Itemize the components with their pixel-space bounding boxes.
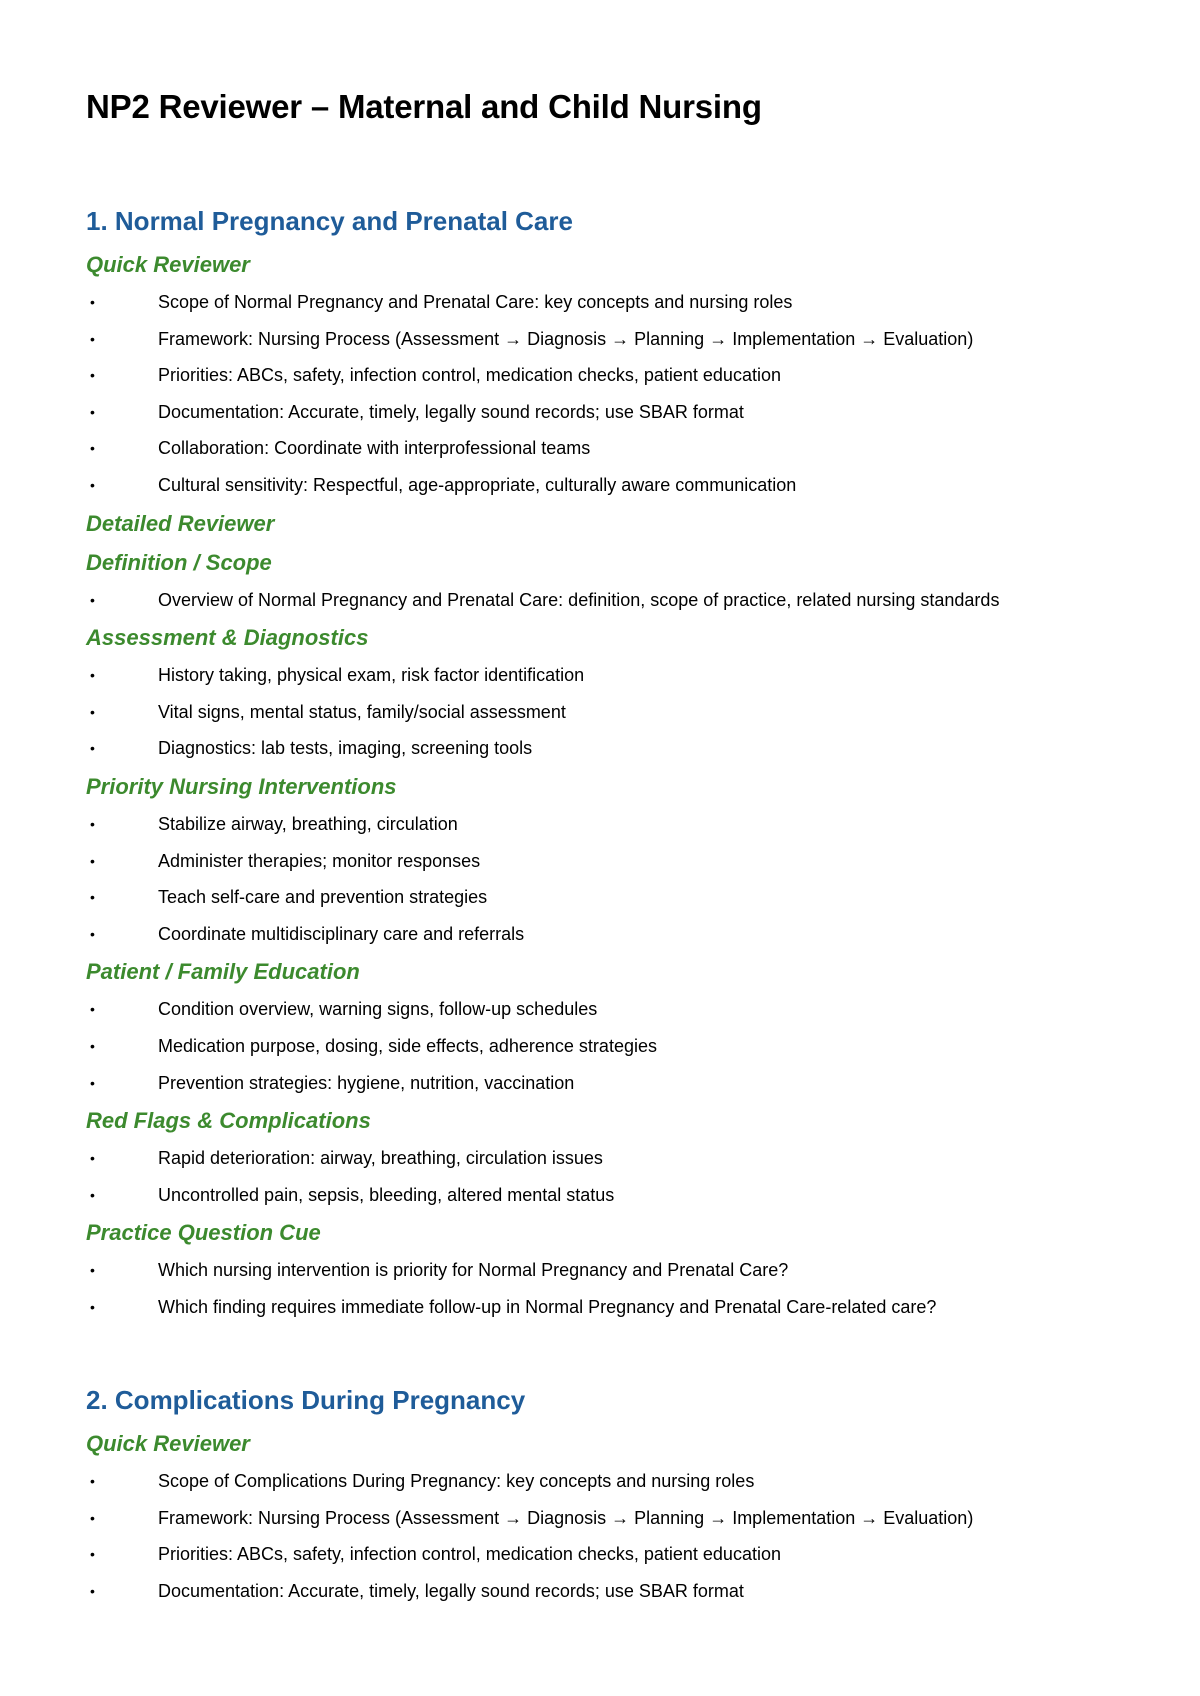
bullet-icon: • — [90, 591, 95, 608]
bullet-icon: • — [90, 1473, 95, 1489]
priority-interventions-list — [86, 806, 1166, 952]
bullet-icon: • — [90, 330, 95, 347]
quick-reviewer-heading: Quick Reviewer — [86, 252, 250, 277]
list-item: • Documentation: Accurate, timely, legally sound records; use SBAR format — [86, 394, 1166, 431]
practice-question-list — [86, 1252, 1166, 1325]
section-normal-pregnancy — [86, 199, 1166, 1325]
list-item: • Vital signs, mental status, family/social assessment — [86, 694, 1166, 731]
list-item: • Coordinate multidisciplinary care and referrals — [86, 916, 1166, 953]
list-item: • Which finding requires immediate follow-up in Normal Pregnancy and Prenatal Care-related care? — [86, 1289, 1166, 1326]
bullet-icon: • — [90, 1546, 95, 1563]
bullet-icon: • — [90, 852, 95, 869]
bullet-icon: • — [90, 667, 95, 684]
section-complications-pregnancy — [86, 1378, 1166, 1609]
document-title: NP2 Reviewer – Maternal and Child Nursing — [86, 88, 762, 125]
section-heading: 2. Complications During Pregnancy — [86, 1385, 526, 1415]
bullet-icon: • — [90, 1037, 95, 1054]
list-item: • Stabilize airway, breathing, circulation — [86, 806, 1166, 843]
bullet-icon: • — [90, 815, 95, 832]
list-item: • History taking, physical exam, risk factor identification — [86, 657, 1166, 694]
assessment-diagnostics-heading: Assessment & Diagnostics — [86, 625, 369, 651]
list-item: • Framework: Nursing Process (Assessment → Diagnosis → Planning → Implementation → Evaluation) — [86, 1500, 1166, 1537]
list-item: • Scope of Complications During Pregnancy: key concepts and nursing roles — [86, 1463, 1166, 1500]
bullet-icon: • — [90, 1001, 95, 1018]
bullet-icon: • — [90, 367, 95, 384]
red-flags-list — [86, 1140, 1166, 1213]
bullet-icon: • — [90, 1298, 95, 1315]
list-item: • Administer therapies; monitor responses — [86, 843, 1166, 880]
bullet-icon: • — [90, 740, 95, 757]
bullet-icon: • — [90, 1074, 95, 1091]
bullet-icon: • — [90, 1582, 95, 1599]
priority-interventions-heading: Priority Nursing Interventions — [86, 773, 397, 799]
list-item: • Medication purpose, dosing, side effects, adherence strategies — [86, 1028, 1166, 1065]
bullet-icon: • — [90, 925, 95, 942]
list-item: • Overview of Normal Pregnancy and Prenatal Care: definition, scope of practice, related nursing standards — [86, 582, 1166, 619]
quick-reviewer-list — [86, 1463, 1166, 1609]
bullet-icon: • — [90, 1509, 95, 1526]
list-item: • Cultural sensitivity: Respectful, age-appropriate, culturally aware communication — [86, 467, 1166, 504]
definition-scope-list — [86, 582, 1166, 619]
detailed-reviewer-heading: Detailed Reviewer — [86, 510, 275, 536]
patient-family-education-heading: Patient / Family Education — [86, 959, 360, 985]
red-flags-heading: Red Flags & Complications — [86, 1108, 371, 1134]
bullet-icon: • — [90, 403, 95, 420]
bullet-icon: • — [90, 1186, 95, 1203]
list-item: • Framework: Nursing Process (Assessment → Diagnosis → Planning → Implementation → Evaluation) — [86, 321, 1166, 358]
list-item: • Collaboration: Coordinate with interprofessional teams — [86, 430, 1166, 467]
list-item: • Scope of Normal Pregnancy and Prenatal Care: key concepts and nursing roles — [86, 284, 1166, 321]
definition-scope-heading: Definition / Scope — [86, 549, 272, 575]
practice-question-heading: Practice Question Cue — [86, 1220, 321, 1246]
bullet-icon: • — [90, 889, 95, 906]
bullet-icon: • — [90, 294, 95, 310]
list-item: • Diagnostics: lab tests, imaging, screening tools — [86, 730, 1166, 767]
list-item: • Priorities: ABCs, safety, infection control, medication checks, patient education — [86, 357, 1166, 394]
quick-reviewer-heading: Quick Reviewer — [86, 1431, 250, 1456]
patient-family-education-list — [86, 991, 1166, 1101]
list-item: • Priorities: ABCs, safety, infection control, medication checks, patient education — [86, 1536, 1166, 1573]
bullet-icon: • — [90, 703, 95, 720]
list-item: • Which nursing intervention is priority for Normal Pregnancy and Prenatal Care? — [86, 1252, 1166, 1289]
bullet-icon: • — [90, 476, 95, 493]
list-item: • Uncontrolled pain, sepsis, bleeding, altered mental status — [86, 1177, 1166, 1214]
bullet-icon: • — [90, 1150, 95, 1167]
section-heading: 1. Normal Pregnancy and Prenatal Care — [86, 206, 573, 236]
bullet-icon: • — [90, 440, 95, 457]
quick-reviewer-list — [86, 284, 1166, 504]
list-item: • Documentation: Accurate, timely, legally sound records; use SBAR format — [86, 1573, 1166, 1610]
list-item: • Condition overview, warning signs, follow-up schedules — [86, 991, 1166, 1028]
list-item: • Teach self-care and prevention strategies — [86, 879, 1166, 916]
bullet-icon: • — [90, 1262, 95, 1279]
list-item: • Rapid deterioration: airway, breathing, circulation issues — [86, 1140, 1166, 1177]
list-item: • Prevention strategies: hygiene, nutrition, vaccination — [86, 1065, 1166, 1102]
assessment-diagnostics-list — [86, 657, 1166, 767]
